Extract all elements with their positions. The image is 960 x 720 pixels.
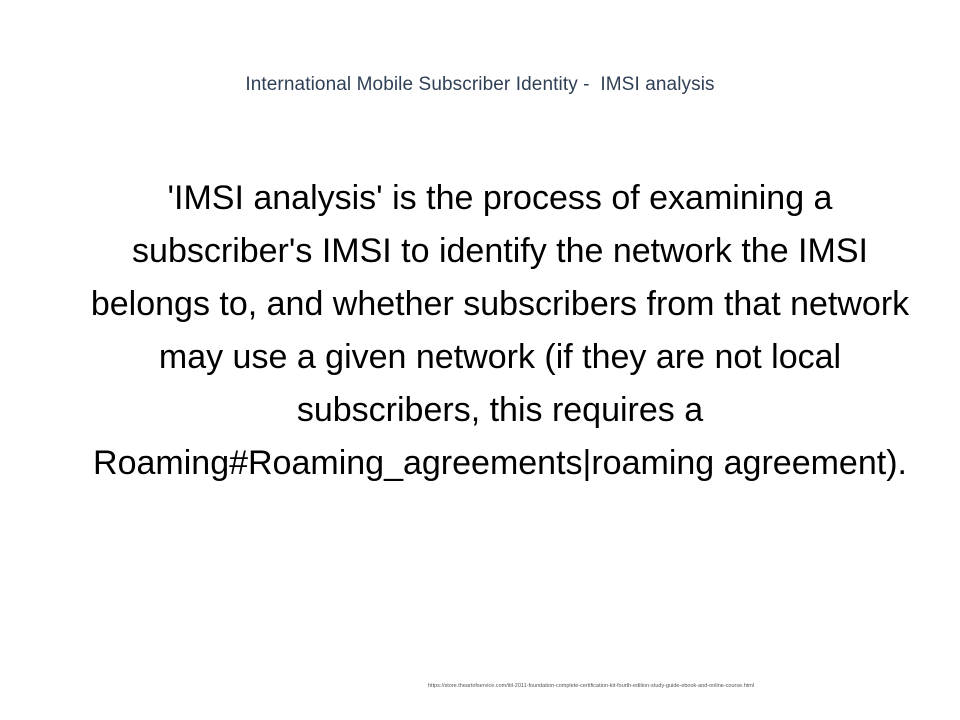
slide-title: International Mobile Subscriber Identity - IMSI analysis <box>245 74 715 95</box>
source-url: https://store.theartofservice.com/itil-2011-foundation-complete-certification-kit-fourth-edition-study-guide-ebook-and-online-course.html <box>428 683 755 689</box>
slide-body-text: 'IMSI analysis' is the process of examining a subscriber's IMSI to identify the network the IMSI belongs to, and whether subscribers from that network may use a given network (if they are not local subscribers, this requires a Roaming#Roaming_agreements|roaming agreement). <box>90 179 910 482</box>
